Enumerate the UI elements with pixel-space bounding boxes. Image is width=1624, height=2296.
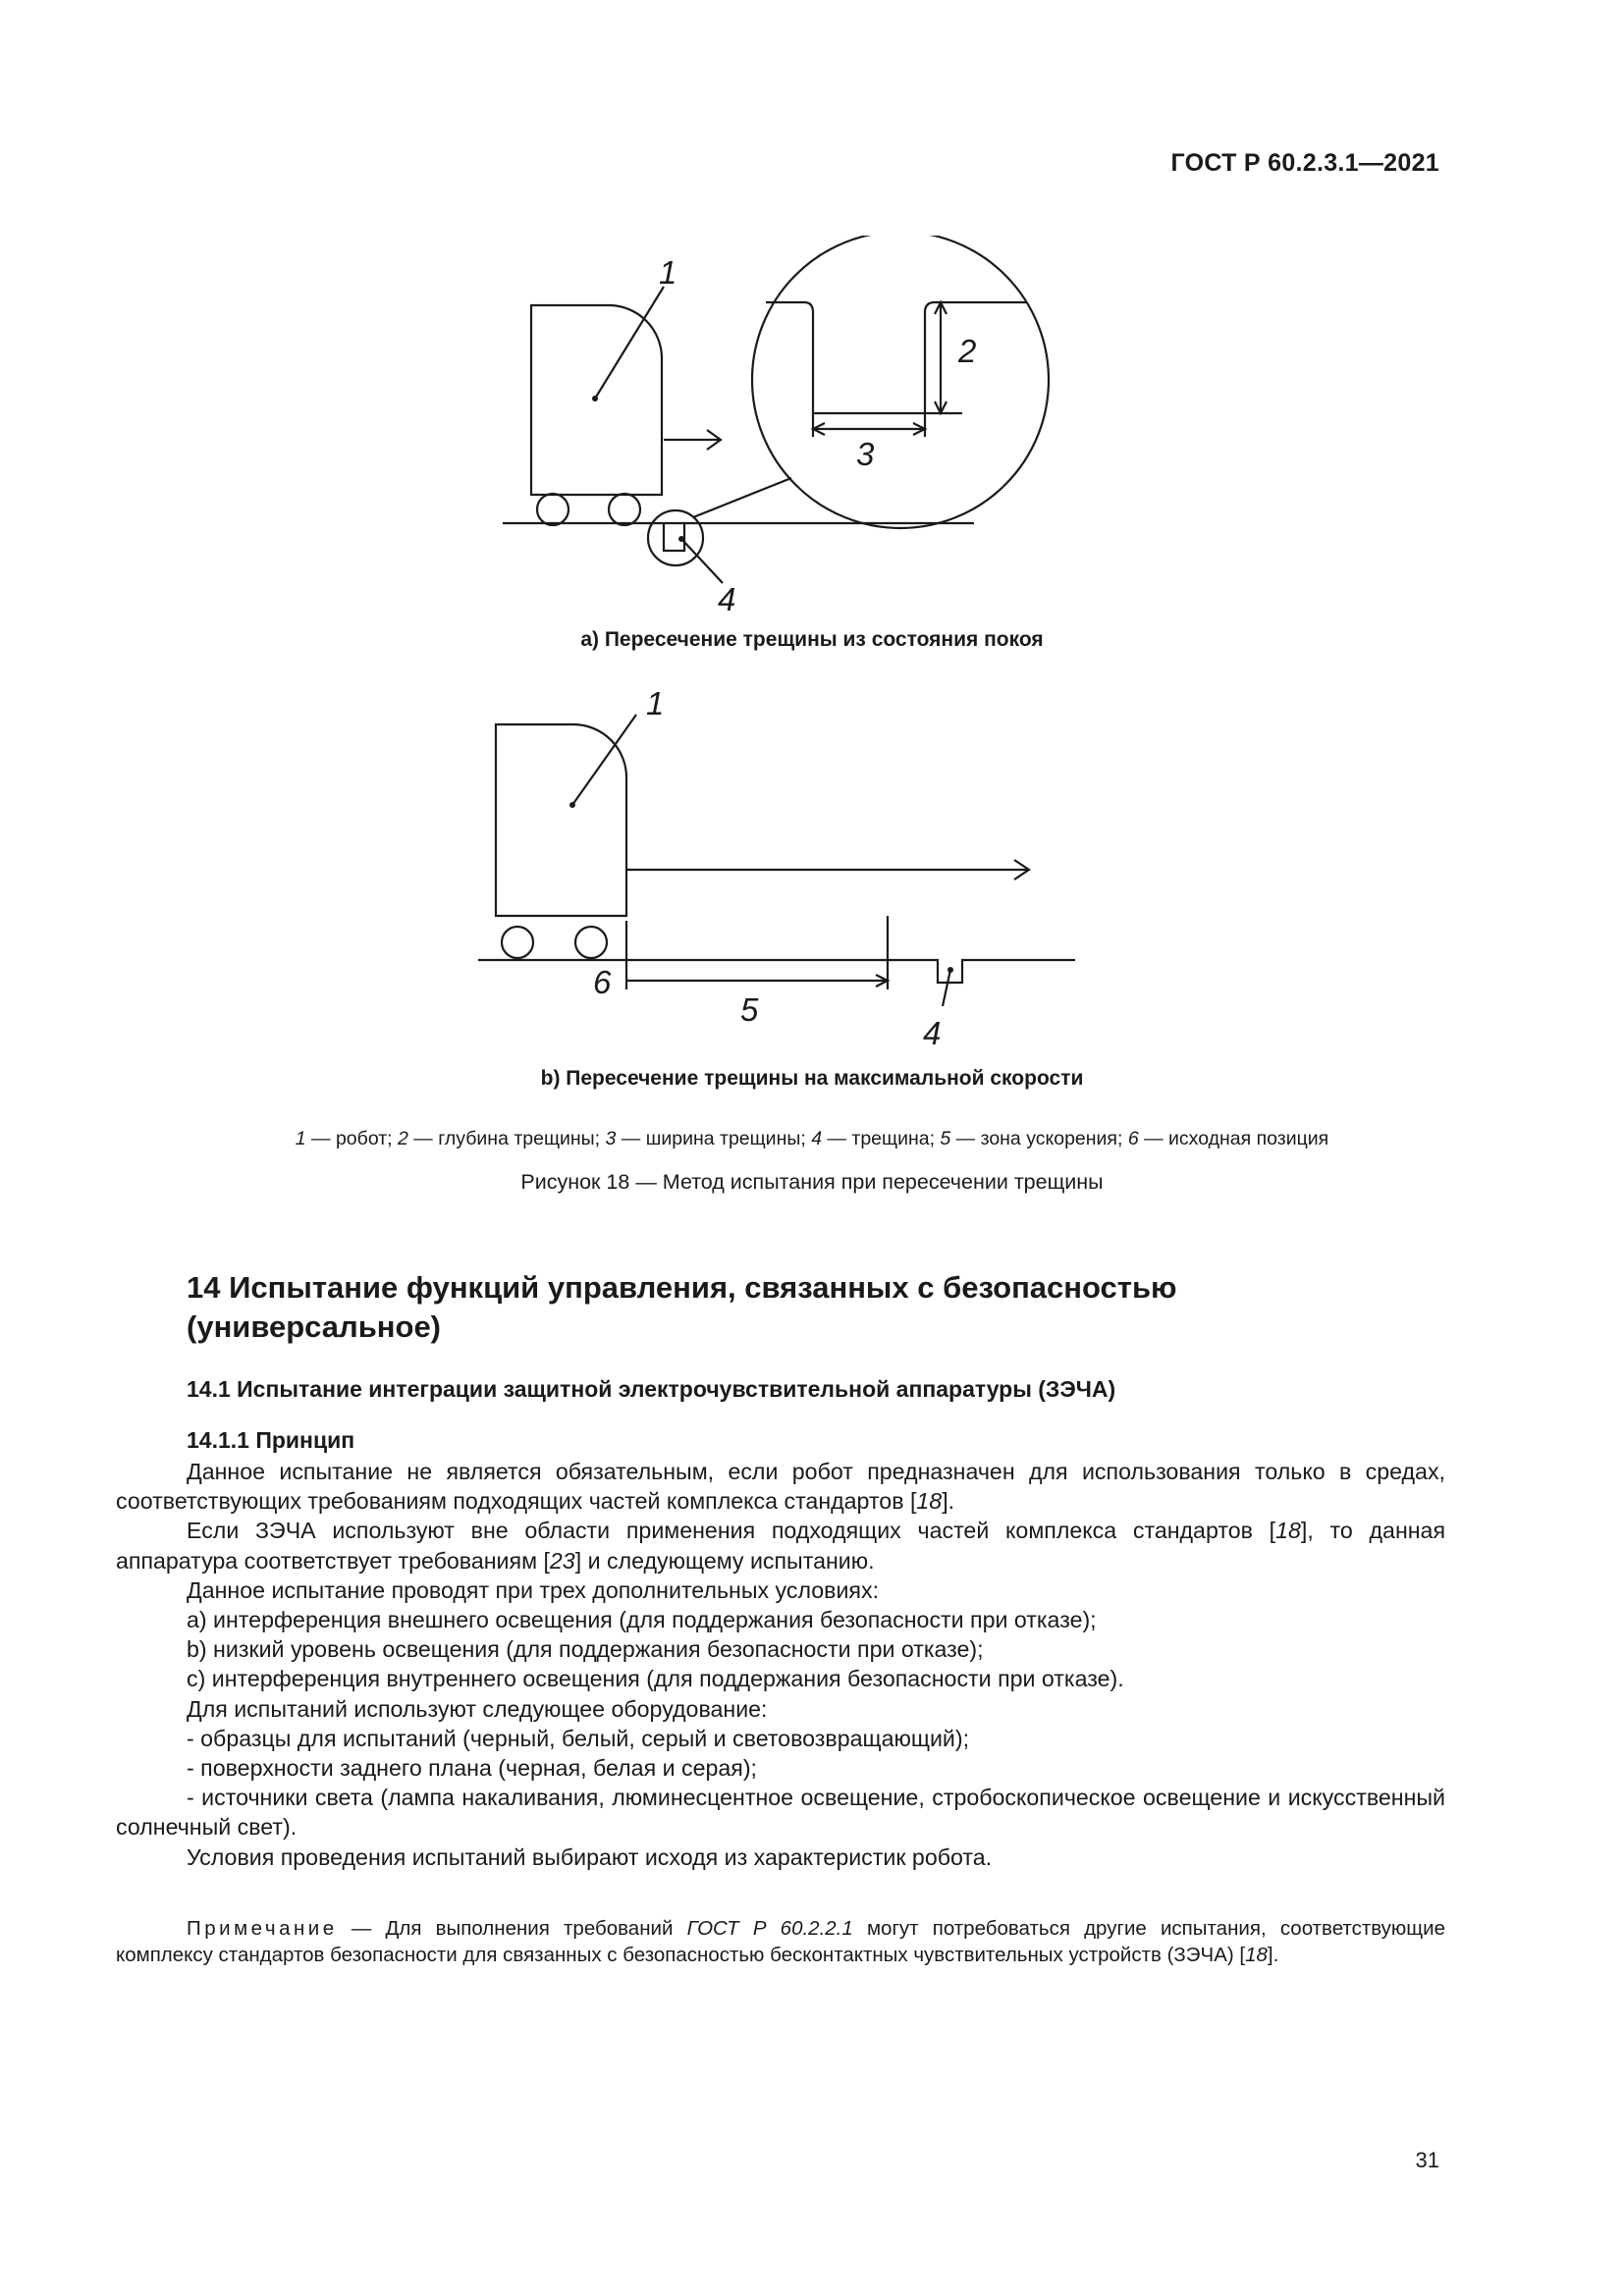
paragraph: Данное испытание не является обязательным, если робот предназначен для использования только в средах, соответствующих требованиям подходящих частей комплекса стандартов [18]. xyxy=(116,1459,1445,1515)
label-width: 3 xyxy=(856,436,875,472)
figure-b-diagram xyxy=(0,682,1624,1075)
robot-wheel-right xyxy=(609,494,640,525)
label-crack-a: 4 xyxy=(718,581,736,617)
label-crack-b: 4 xyxy=(923,1015,942,1051)
page-number: 31 xyxy=(1415,2148,1439,2172)
label-accel-zone: 5 xyxy=(740,991,759,1028)
robot-body xyxy=(496,724,626,916)
list-item: b) низкий уровень освещения (для поддержания безопасности при отказе); xyxy=(187,1636,984,1663)
crack-profile-enlarged xyxy=(766,302,1026,413)
paragraph: Если ЗЭЧА используют вне области применения подходящих частей комплекса стандартов [18], то данная аппаратура соответствует требованиям [23] и следующему испытанию. xyxy=(116,1518,1446,1574)
list-item: - источники света (лампа накаливания, люминесцентное освещение, стробоскопическое освещение и искусственный солнечный свет). xyxy=(116,1785,1445,1841)
document-code: ГОСТ Р 60.2.3.1—2021 xyxy=(1170,149,1439,177)
body-text xyxy=(116,1457,1445,1872)
label-start-position: 6 xyxy=(593,964,612,1000)
subsection-heading: 14.1 Испытание интеграции защитной электрочувствительной аппаратуры (ЗЭЧА) xyxy=(187,1376,1116,1402)
paragraph: Данное испытание проводят при трех дополнительных условиях: xyxy=(187,1576,880,1603)
list-item: a) интерференция внешнего освещения (для поддержания безопасности при отказе); xyxy=(187,1607,1097,1633)
crack-magnifier-small xyxy=(648,510,703,565)
list-item: - образцы для испытаний (черный, белый, серый и световозвращающий); xyxy=(187,1725,970,1751)
robot-wheel-left xyxy=(502,927,533,958)
note: Примечание — Для выполнения требований ГОСТ Р 60.2.2.1 могут потребоваться другие испытания, соответствующие комплексу стандартов безопасности для связанных с безопасностью бесконтактных чувствительных устройств (ЗЭЧА) [18]. xyxy=(116,1917,1446,1966)
label-robot-b: 1 xyxy=(646,685,665,721)
robot-wheel-right xyxy=(575,927,607,958)
label-depth: 2 xyxy=(958,333,977,369)
figure-b-caption: b) Пересечение трещины на максимальной скорости xyxy=(540,1067,1084,1090)
crack-magnifier-large xyxy=(752,236,1049,528)
figure-a-diagram xyxy=(0,236,1624,628)
list-item: - поверхности заднего плана (черная, белая и серая); xyxy=(187,1755,757,1782)
figure-a-caption: a) Пересечение трещины из состояния покоя xyxy=(580,628,1044,651)
robot-wheel-left xyxy=(537,494,568,525)
paragraph: Для испытаний используют следующее оборудование: xyxy=(187,1695,768,1722)
label-robot-a: 1 xyxy=(659,254,677,291)
ground-line xyxy=(478,960,1075,983)
figure-title: Рисунок 18 — Метод испытания при пересечении трещины xyxy=(520,1170,1104,1194)
figure-legend: 1 — робот; 2 — глубина трещины; 3 — ширина трещины; 4 — трещина; 5 — зона ускорения; 6 — исходная позиция xyxy=(295,1128,1329,1149)
paragraph: Условия проведения испытаний выбирают исходя из характеристик робота. xyxy=(187,1843,993,1870)
list-item: c) интерференция внутреннего освещения (для поддержания безопасности при отказе). xyxy=(187,1666,1124,1692)
subsubsection-heading: 14.1.1 Принцип xyxy=(187,1427,355,1453)
section-heading: 14 Испытание функций управления, связанных с безопасностью (универсальное) xyxy=(187,1270,1177,1344)
